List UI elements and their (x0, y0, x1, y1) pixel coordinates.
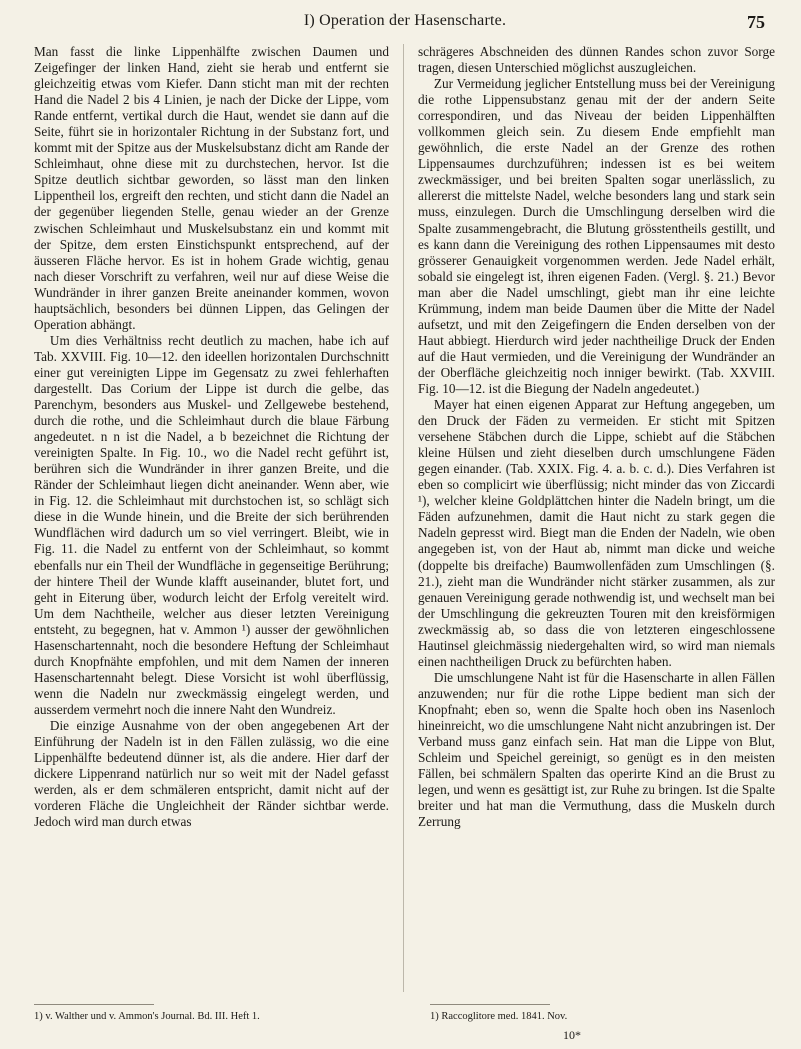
paragraph: Um dies Verhältniss recht deutlich zu machen, habe ich auf Tab. XXVIII. Fig. 10—12. den ideellen horizontalen Durchschnitt einer gut vereinigten Lippe im Gegensatz zu zwei fehlerhaften dargestellt. Das Corium der Lippe ist durch die gelbe, das Parenchym, besonders aus Muskel- und Zellgewebe bestehend, durch die rothe, und die Schleimhaut durch die blaue Färbung angedeutet. n n ist die Nadel, a b bezeichnet die Richtung der vereinigten Spalte. In Fig. 10., wo die Nadel recht geführt ist, berühren sich die Wundränder in ihrer ganzen Breite, und die Ränder der Schleimhaut liegen dicht aneinander. Wenn aber, wie in Fig. 12. die Schleimhaut mit durchstochen ist, so schlägt sich diese in die Wunde hinein, und die Breite der sich berührenden Wundflächen wird dadurch um so viel verringert. Bleibt, wie in Fig. 11. die Nadel zu entfernt von der Schleimhaut, so kommt ebenfalls nur ein Theil der Wundfläche in gegenseitige Berührung; der hintere Theil der Wunde klafft auseinander, blutet fort, und geht in Eiterung über, wodurch leicht der Erfolg vereitelt wird. Um dem Nachtheile, welcher aus dieser letzten Vereinigung entsteht, zu begegnen, hat v. Ammon ¹) ausser der gewöhnlichen Hasenschartennaht, noch die besondere Heftung der Schleimhaut durch Knopfnähte empfohlen, und mit dem Namen der inneren Hasenschartennaht belegt. Diese Vorsicht ist wohl überflüssig, wenn die Nadeln nur zweckmässig eingelegt werden, und ausserdem vermehrt noch die innere Naht den Wundreiz. (34, 332, 389, 717)
footnote-rule-right (430, 1004, 550, 1005)
footnote-right: 1) Raccoglitore med. 1841. Nov. (430, 1011, 568, 1022)
column-divider (403, 44, 404, 992)
signature-mark: 10* (563, 1028, 581, 1042)
page-number: 75 (747, 12, 765, 32)
header-title: I) Operation der Hasenscharte. (303, 12, 507, 29)
running-header (45, 12, 765, 36)
paragraph: Die einzige Ausnahme von der oben angegebenen Art der Einführung der Nadeln ist in den Fällen zulässig, wo die eine Lippenhälfte bedeutend dünner ist, als die andere. Hier darf der dickere Lippenrand natürlich nur so weit mit der Nadel gefasst werden, als er dem schmäleren entspricht, damit nicht auf der vorderen Fläche die Ungleichheit der Ränder sichtbar werde. Jedoch wird man durch etwas (34, 717, 389, 830)
left-column (34, 44, 389, 830)
paragraph: Die umschlungene Naht ist für die Hasenscharte in allen Fällen anzuwenden; nur für die rothe Lippe bedient man sich der Knopfnaht; eben so, wenn die Spalte hoch oben ins Nasenloch hineinreicht, wo die umschlungene Naht nicht anzubringen ist. Der Verband muss ganz einfach sein. Hat man die Lippe von Blut, Schleim und Speichel gereinigt, so genügt es in den meisten Fällen, bei schmälern Spalten das operirte Kind an die Brust zu legen, und wenn es gesättigt ist, zur Ruhe zu bringen. Ist die Spalte breiter und hat man die Vermuthung, dass die Muskeln durch Zerrung (418, 669, 775, 830)
footnote-left: 1) v. Walther und v. Ammon's Journal. Bd. III. Heft 1. (34, 1011, 260, 1022)
paragraph: Mayer hat einen eigenen Apparat zur Heftung angegeben, um den Druck der Fäden zu vermeiden. Er sticht mit Spitzen versehene Stäbchen durch die Lippe, schiebt auf die Stäbchen kleine Hülsen und zieht dieselben durch umschlungene Fäden gegen einander. (Tab. XXIX. Fig. 4. a. b. c. d.). Dies Verfahren ist eben so complicirt wie überflüssig; nicht minder das von Ziccardi ¹), welcher kleine Goldplättchen hinter die Nadeln bringt, um die Fäden aufzunehmen, damit die Haut nicht zu stark gegen die Nadeln gepresst wird. Biegt man die Enden der Nadeln, wie oben angegeben ist, von der Haut ab, nimmt man dicke und weiche (doppelte bis dreifache) Baumwollenfäden zum Umschlingen (§. 21.), zieht man die Wundränder nicht stärker zusammen, als zur genauen Vereinigung gerade nothwendig ist, und wechselt man bei der Umschlingung die gekreuzten Touren mit den kreisförmigen zweckmässig ab, so dass die von letzteren eingeschlossene Hautinsel gleichmässig niedergehalten wird, so wird man niemals einen nachtheiligen Druck zu befürchten haben. (418, 397, 775, 669)
footnote-rule-left (34, 1004, 154, 1005)
right-column (418, 44, 775, 830)
paragraph: schrägeres Abschneiden des dünnen Randes schon zuvor Sorge tragen, diesen Unterschied möglichst auszugleichen. (418, 44, 775, 76)
paragraph: Zur Vermeidung jeglicher Entstellung muss bei der Vereinigung die rothe Lippensubstanz genau mit der der andern Seite correspondiren, und das Niveau der beiden Lippenhälften vollkommen gleich sein. Zu diesem Ende empfiehlt man gewöhnlich, die erste Nadel an der Grenze des rothen Lippensaumes durchzuführen; indessen ist es bei weitem zweckmässiger, und bei breiten Spalten sogar unerlässlich, zu allererst die mittelste Nadel, welche besonders lang und stark sein muss, einzulegen. Durch die Umschlingung derselben wird die Spalte zusammengebracht, die Blutung grösstentheils gestillt, und es kann dann die Vereinigung des rothen Lippensaumes mit desto grösserer Genauigkeit vorgenommen werden. Jede Nadel erhält, sobald sie eingelegt ist, ihren eigenen Faden. (Vergl. §. 21.) Bevor man aber die Nadel umschlingt, giebt man ihr eine leichte Krümmung, indem man beide Daumen über die Mitte der Nadel aufsetzt, und mit den Zeigefingern die Enden derselben von der Haut abbiegt. Hierdurch wird jeder nachtheilige Druck der Enden auf die Haut vermieden, und die Vereinigung der Wundränder an der Oberfläche gleichzeitig noch inniger bewirkt. (Tab. XXVIII. Fig. 10—12. ist die Biegung der Nadeln angedeutet.) (418, 76, 775, 396)
paragraph: Man fasst die linke Lippenhälfte zwischen Daumen und Zeigefinger der linken Hand, zieht sie herab und entfernt sie gleichzeitig etwas vom Kiefer. Dann sticht man mit der rechten Hand die Nadel 2 bis 4 Linien, je nach der Dicke der Lippe, vom Rande entfernt, vertikal durch die Haut, wendet sie dann auf die Seite, führt sie in horizontaler Richtung in der Substanz fort, und kommt mit der Spitze aus der Muskelsubstanz dicht am Rande der Schleimhaut, ohne diese mit zu durchstechen, hervor. Ist die Spitze deutlich sichtbar geworden, so lässt man den linken Lippentheil los, ergreift den rechten, und sticht dann die Nadel an der gegenüber liegenden Stelle, genau wieder an der Grenze zwischen Schleimhaut und Muskelsubstanz ein und kommt mit der Spitze, dem ersten Einstichspunkt entsprechend, auf der äusseren Fläche hervor. Es ist in hohem Grade wichtig, genau nach dieser Vorschrift zu verfahren, weil nur auf diese Weise die Wundränder in ihrer ganzen Breite aneinander kommen, wovon hauptsächlich, besonders bei dünnen Lippen, das Gelingen der Operation abhängt. (34, 44, 389, 332)
